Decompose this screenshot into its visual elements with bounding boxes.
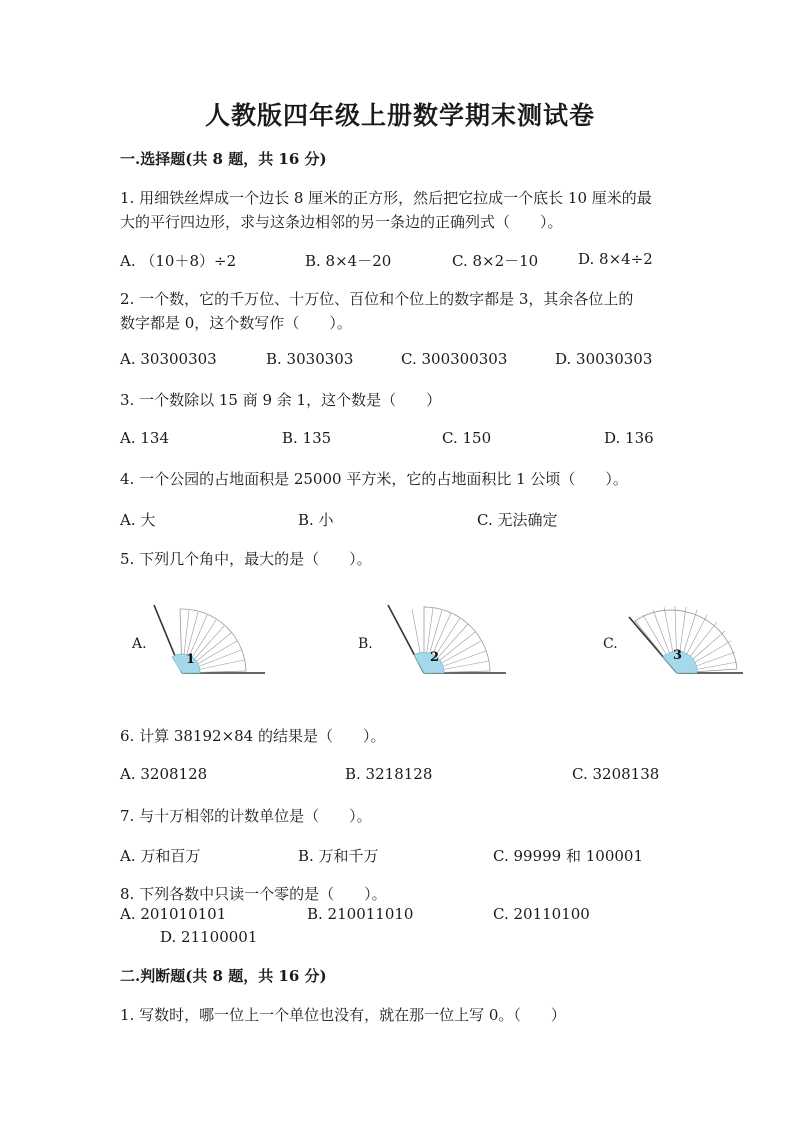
judgement-question-1	[120, 1003, 680, 1027]
option-b: B. 210011010	[307, 905, 414, 923]
question-7	[120, 804, 680, 828]
option-c: C. 20110100	[493, 905, 590, 923]
protractor-angle-figure	[140, 595, 270, 685]
option-b: B. 3030303	[266, 350, 354, 368]
option-c: C. 150	[442, 429, 492, 447]
question-text-line: 8. 下列各数中只读一个零的是（ ）。	[120, 885, 387, 903]
question-1	[120, 186, 680, 234]
figure-label-c: C.	[603, 636, 618, 652]
option-d: D. 136	[604, 429, 654, 447]
protractor-angle-figure	[382, 595, 512, 685]
option-d: D. 8×4÷2	[578, 250, 653, 268]
figure-label-a: A.	[132, 636, 147, 652]
question-5	[120, 547, 680, 571]
option-c: C. 99999 和 100001	[493, 847, 643, 865]
question-text-line: 1. 用细铁丝焊成一个边长 8 厘米的正方形，然后把它拉成一个底长 10 厘米的最	[120, 189, 652, 207]
option-a: A. 万和百万	[120, 847, 201, 865]
option-a: A. 134	[120, 429, 169, 447]
question-6	[120, 724, 680, 748]
angle-number: 2	[430, 650, 440, 665]
option-a: A. 30300303	[120, 350, 217, 368]
option-b: B. 3218128	[345, 765, 433, 783]
option-a: A. 大	[120, 511, 156, 529]
question-8	[120, 882, 680, 906]
question-text-line: 4. 一个公园的占地面积是 25000 平方米，它的占地面积比 1 公顷（ ）。	[120, 470, 628, 488]
option-b: B. 135	[282, 429, 332, 447]
angle-number: 3	[673, 648, 683, 663]
question-3	[120, 388, 680, 412]
question-text-line: 3. 一个数除以 15 商 9 余 1，这个数是（ ）	[120, 391, 442, 409]
question-text-line: 2. 一个数，它的千万位、十万位、百位和个位上的数字都是 3，其余各位上的	[120, 290, 634, 308]
option-a: A. 3208128	[120, 765, 208, 783]
question-text-line: 6. 计算 38192×84 的结果是（ ）。	[120, 727, 386, 745]
option-c: C. 无法确定	[477, 511, 558, 529]
question-text-line: 大的平行四边形，求与这条边相邻的另一条边的正确列式（ ）。	[120, 213, 563, 231]
question-2	[120, 287, 680, 335]
question-text-line: 5. 下列几个角中，最大的是（ ）。	[120, 550, 372, 568]
option-d: D. 30030303	[555, 350, 653, 368]
protractor-angle-figure	[625, 595, 755, 685]
section-heading-choice: 一.选择题(共 8 题，共 16 分)	[120, 150, 327, 168]
option-c: C. 300300303	[401, 350, 508, 368]
option-c: C. 3208138	[572, 765, 660, 783]
option-a: A. （10＋8）÷2	[120, 252, 237, 270]
question-text-line: 7. 与十万相邻的计数单位是（ ）。	[120, 807, 372, 825]
angle-number: 1	[186, 652, 196, 667]
question-4	[120, 467, 680, 491]
option-b: B. 小	[298, 511, 334, 529]
figure-label-b: B.	[358, 636, 373, 652]
page-title: 人教版四年级上册数学期末测试卷	[204, 101, 595, 130]
option-c: C. 8×2－10	[452, 252, 539, 270]
section-heading-judgement: 二.判断题(共 8 题，共 16 分)	[120, 967, 327, 985]
option-d: D. 21100001	[160, 928, 258, 946]
option-b: B. 万和千万	[298, 847, 379, 865]
option-a: A. 201010101	[120, 905, 227, 923]
question-text-line: 1. 写数时，哪一位上一个单位也没有，就在那一位上写 0。（ ）	[120, 1006, 566, 1024]
option-b: B. 8×4－20	[305, 252, 392, 270]
question-text-line: 数字都是 0，这个数写作（ ）。	[120, 314, 352, 332]
